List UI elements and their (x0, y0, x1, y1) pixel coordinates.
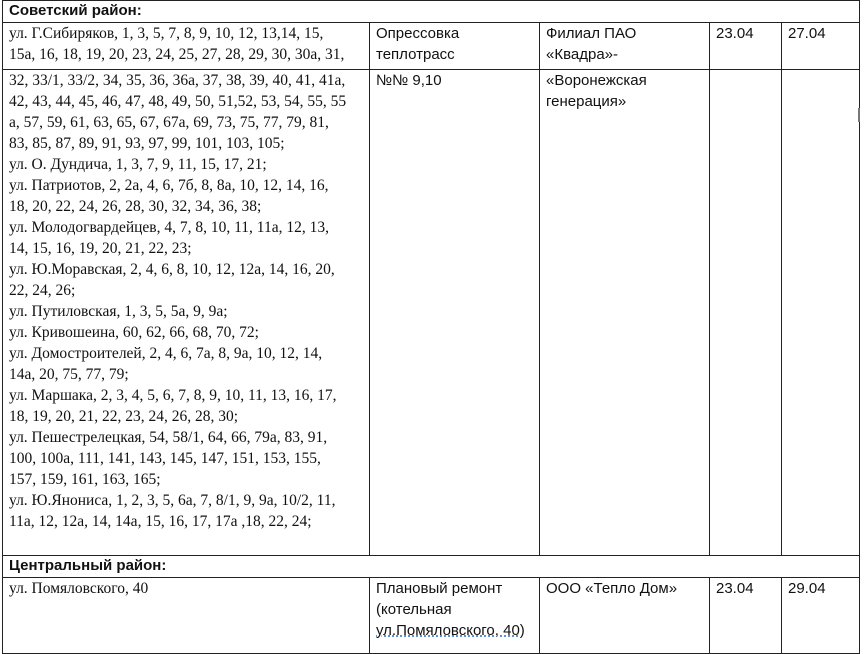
org-line: Филиал ПАО (546, 25, 637, 42)
section-header-sovetsky (3, 1, 860, 23)
org-line: генерация» (546, 93, 627, 110)
address-line: 42, 43, 44, 45, 46, 47, 48, 49, 50, 51,52, 53, 54, 55, 55 (9, 93, 347, 110)
address-line: 22, 24, 26; (9, 282, 76, 299)
address-line: 32, 33/1, 33/2, 34, 35, 36, 36а, 37, 38, 39, 40, 41, 41а, (9, 72, 346, 89)
address-line: 11а, 12, 12а, 14, 14а, 15, 16, 17, 17а ,18, 22, 24; (9, 513, 312, 530)
organization-cell (540, 70, 710, 556)
table-row (3, 70, 860, 556)
end-date-cell: 29.04 (782, 578, 860, 654)
work-line: теплотрасс (376, 46, 455, 63)
work-line: Плановый ремонт (376, 580, 503, 597)
address-line: ул. Г.Сибиряков, 1, 3, 5, 7, 8, 9, 10, 12, 13,14, 15, (9, 25, 324, 42)
org-line: «Квадра»- (546, 46, 618, 63)
org-line: «Воронежская (546, 72, 647, 89)
address-line: ул. Пешестрелецкая, 54, 58/1, 64, 66, 79а, 83, 91, (9, 429, 328, 446)
end-date-cell (782, 70, 860, 556)
work-type-cell (370, 70, 540, 556)
address-line: 15а, 16, 18, 19, 20, 23, 24, 25, 27, 28, 29, 30, 30а, 31, (9, 46, 345, 63)
start-date-cell: 23.04 (710, 578, 782, 654)
address-cell (3, 70, 370, 556)
start-date-cell: 23.04 (710, 23, 782, 70)
section-title: Советский район: (3, 1, 860, 23)
address-cell (3, 23, 370, 70)
organization-cell (540, 578, 710, 654)
work-line: (котельная (376, 601, 452, 618)
address-line: 18, 20, 22, 24, 26, 28, 30, 32, 34, 36, 38; (9, 198, 262, 215)
section-title: Центральный район: (3, 556, 860, 578)
address-line: а, 57, 59, 61, 63, 65, 67, 67а, 69, 73, 75, 77, 79, 81, (9, 114, 329, 131)
work-line: №№ 9,10 (376, 72, 442, 89)
start-date-cell (710, 70, 782, 556)
scroll-marker (858, 108, 860, 122)
org-line: ООО «Тепло Дом» (546, 580, 678, 597)
address-line: ул. Маршака, 2, 3, 4, 5, 6, 7, 8, 9, 10, 11, 13, 16, 17, (9, 387, 337, 404)
address-line: 157, 159, 161, 163, 165; (9, 471, 161, 488)
end-date-cell: 27.04 (782, 23, 860, 70)
address-line: ул. Ю.Янониса, 1, 2, 3, 5, 6а, 7, 8/1, 9, 9а, 10/2, 11, (9, 492, 336, 509)
address-cell (3, 578, 370, 654)
address-line: 100, 100а, 111, 141, 143, 145, 147, 151, 153, 155, (9, 450, 321, 467)
address-line: ул. Домостроителей, 2, 4, 6, 7а, 8, 9а, 10, 12, 14, (9, 345, 323, 362)
address-line: ул. Молодогвардейцев, 4, 7, 8, 10, 11, 11а, 12, 13, (9, 219, 329, 236)
address-line: ул. Путиловская, 1, 3, 5, 5а, 9, 9а; (9, 303, 228, 320)
address-line: ул. О. Дундича, 1, 3, 7, 9, 11, 15, 17, 21; (9, 156, 267, 173)
table-row (3, 23, 860, 70)
table-row (3, 578, 860, 654)
organization-cell (540, 23, 710, 70)
address-line: ул. Кривошеина, 60, 62, 66, 68, 70, 72; (9, 324, 259, 341)
section-header-centralny (3, 556, 860, 578)
work-line: ул.Помяловского, 40) (376, 622, 525, 639)
outage-schedule-table (2, 0, 860, 654)
address-line: 18, 19, 20, 21, 22, 23, 24, 26, 28, 30; (9, 408, 239, 425)
address-line: ул. Ю.Моравская, 2, 4, 6, 8, 10, 12, 12а, 14, 16, 20, (9, 261, 335, 278)
work-type-cell (370, 578, 540, 654)
work-type-cell (370, 23, 540, 70)
address-line: ул. Патриотов, 2, 2а, 4, 6, 7б, 8, 8а, 10, 12, 14, 16, (9, 177, 329, 194)
address-line: 14, 15, 16, 19, 20, 21, 22, 23; (9, 240, 192, 257)
address-line: ул. Помяловского, 40 (9, 580, 149, 597)
address-line: 14а, 20, 75, 77, 79; (9, 366, 129, 383)
address-line: 83, 85, 87, 89, 91, 93, 97, 99, 101, 103, 105; (9, 135, 285, 152)
work-line: Опрессовка (376, 25, 460, 42)
